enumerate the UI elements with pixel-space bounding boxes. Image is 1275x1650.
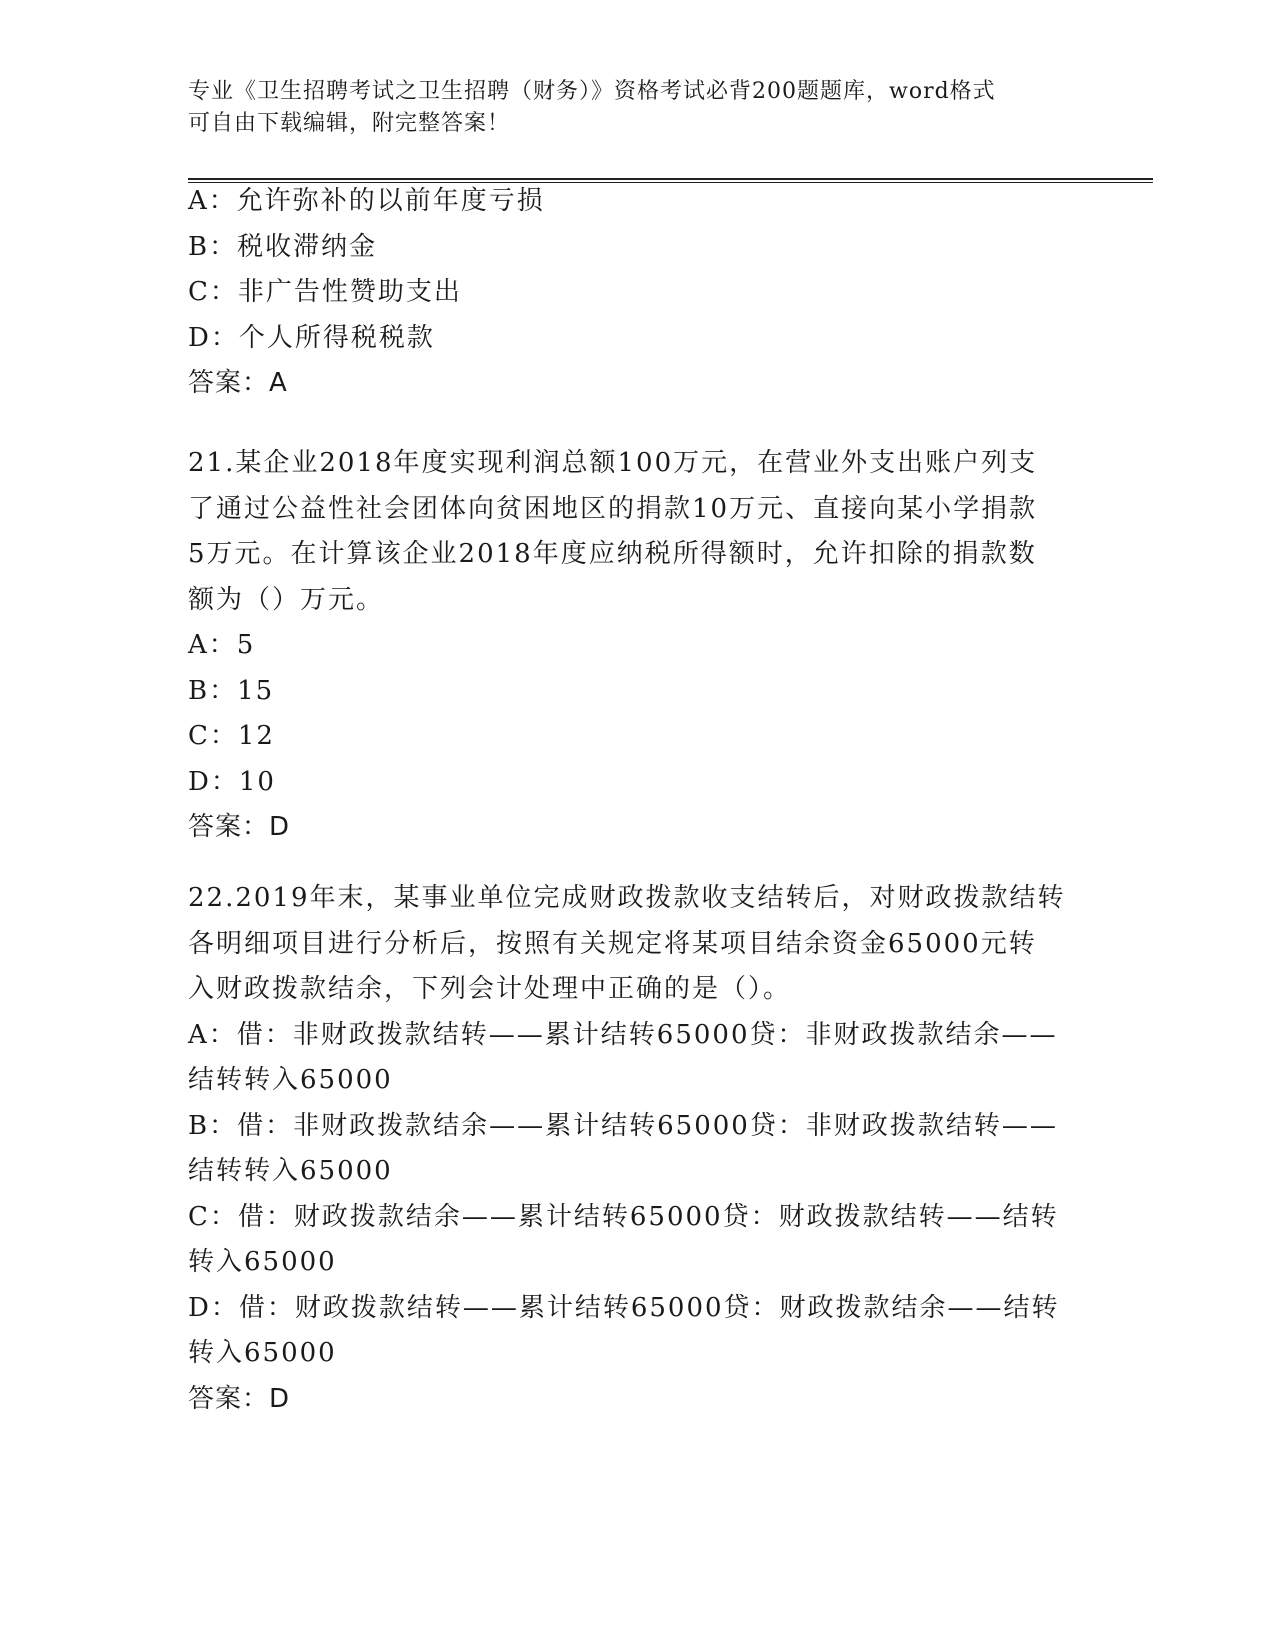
- option-a: A：5: [188, 630, 256, 660]
- option-d: D：10: [188, 766, 276, 797]
- option-a: A：允许弥补的以前年度亏损: [188, 186, 545, 216]
- header-line-2: 可自由下载编辑，附完整答案！: [188, 111, 511, 136]
- header-line-1: 专业《卫生招聘考试之卫生招聘（财务）》资格考试必背200题题库，word格式: [188, 79, 996, 104]
- option-a-continued: 结转转入65000: [188, 1065, 393, 1095]
- question-stem-line: 22.2019年末，某事业单位完成财政拨款收支结转后，对财政拨款结转: [188, 883, 1066, 913]
- question-stem-line: 了通过公益性社会团体向贫困地区的捐款10万元、直接向某小学捐款: [188, 493, 1038, 524]
- option-c: C：借：财政拨款结余——累计结转65000贷：财政拨款结转——结转: [188, 1201, 1059, 1232]
- option-b-continued: 结转转入65000: [188, 1156, 393, 1186]
- question-21: [188, 441, 1088, 851]
- option-a: A：借：非财政拨款结转——累计结转65000贷：非财政拨款结余——: [188, 1019, 1058, 1050]
- option-b: B：借：非财政拨款结余——累计结转65000贷：非财政拨款结转——: [188, 1110, 1058, 1141]
- question-stem-line: 额为（）万元。: [188, 584, 385, 615]
- option-d-continued: 转入65000: [188, 1338, 337, 1368]
- question-20: [188, 179, 1088, 407]
- answer: 答案：A: [188, 368, 288, 398]
- document-header: [188, 76, 1068, 140]
- option-c: C：12: [188, 721, 275, 751]
- option-c: C：非广告性赞助支出: [188, 277, 462, 307]
- question-stem-line: 入财政拨款结余，下列会计处理中正确的是（）。: [188, 974, 792, 1004]
- question-stem-line: 5万元。在计算该企业2018年度应纳税所得额时，允许扣除的捐款数: [188, 539, 1037, 569]
- question-22: [188, 876, 1088, 1422]
- answer: 答案：D: [188, 812, 291, 842]
- question-stem-line: 各明细项目进行分析后，按照有关规定将某项目结余资金65000元转: [188, 928, 1037, 959]
- option-b: B：15: [188, 675, 275, 706]
- answer: 答案：D: [188, 1383, 291, 1414]
- option-d: D：个人所得税税款: [188, 322, 435, 353]
- question-stem-line: 21.某企业2018年度实现利润总额100万元，在营业外支出账户列支: [188, 448, 1038, 478]
- option-b: B：税收滞纳金: [188, 231, 378, 262]
- option-d: D：借：财政拨款结转——累计结转65000贷：财政拨款结余——结转: [188, 1292, 1060, 1323]
- option-c-continued: 转入65000: [188, 1247, 337, 1277]
